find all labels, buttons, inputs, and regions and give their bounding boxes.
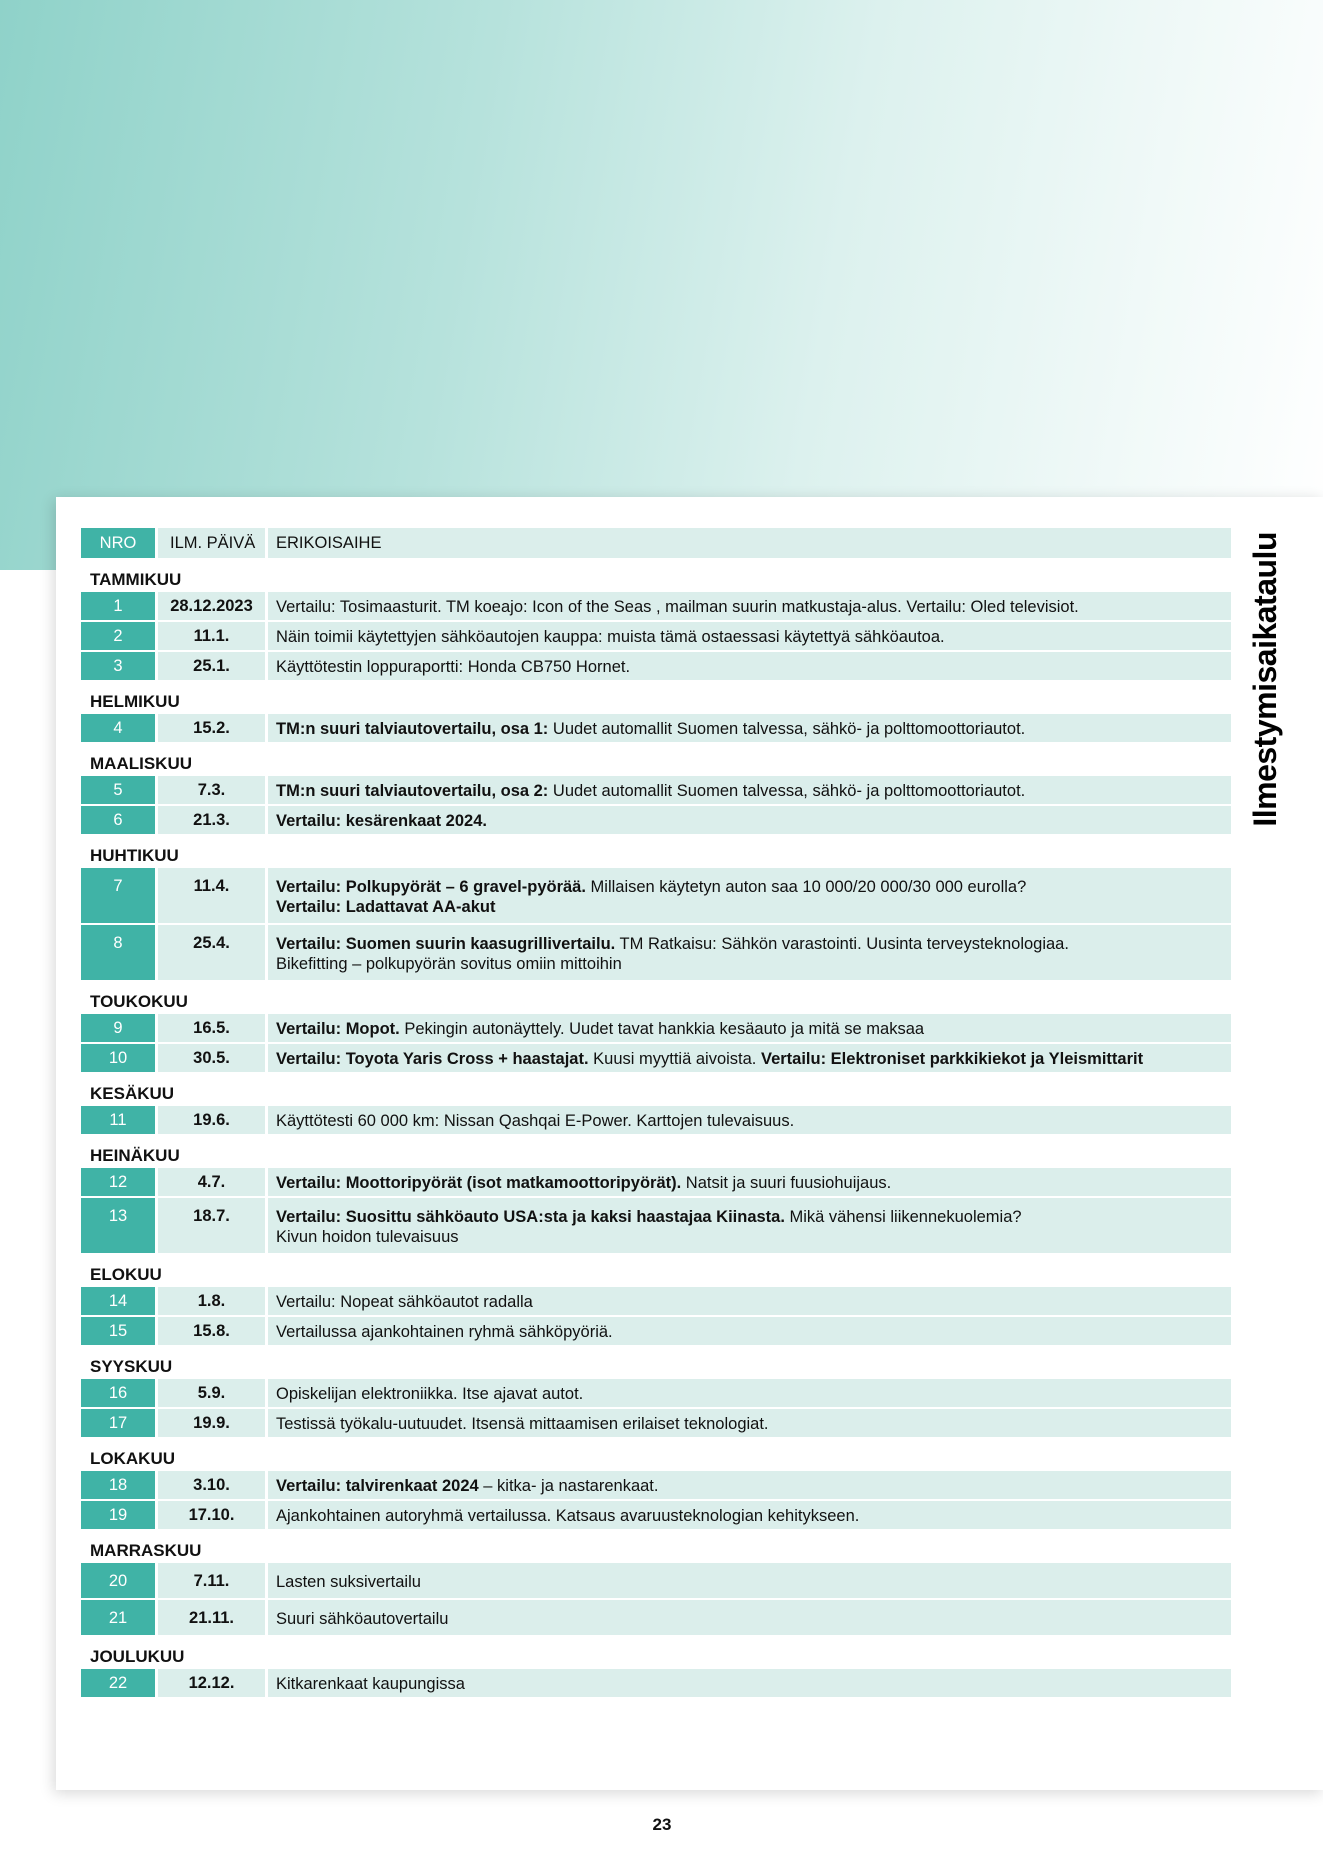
issue-number: 8	[81, 925, 155, 980]
issue-date: 7.11.	[155, 1563, 265, 1598]
table-row	[81, 925, 1231, 980]
topic-bold-segment: Vertailu: Suosittu sähköauto USA:sta ja kaksi haastajaa Kiinasta.	[276, 1208, 785, 1226]
month-row	[81, 1347, 1231, 1377]
issue-topic	[265, 1317, 1231, 1345]
issue-date: 5.9.	[155, 1379, 265, 1407]
topic-line	[276, 1322, 1223, 1342]
issue-topic	[265, 1168, 1231, 1196]
topic-bold-segment: TM:n suuri talviautovertailu, osa 1:	[276, 720, 549, 738]
table-row	[81, 1287, 1231, 1315]
topic-line	[276, 719, 1223, 739]
topic-line	[276, 1609, 1223, 1629]
issue-topic	[265, 1014, 1231, 1042]
topic-line	[276, 1173, 1223, 1193]
table-row	[81, 714, 1231, 742]
topic-line	[276, 657, 1223, 677]
topic-bold-segment: Vertailu: kesärenkaat 2024.	[276, 812, 487, 830]
month-name: MARRASKUU	[90, 1541, 202, 1560]
month-row	[81, 560, 1231, 590]
table-row	[81, 806, 1231, 834]
month-name: SYYSKUU	[90, 1357, 173, 1376]
topic-segment: Kuusi myyttiä aivoista.	[588, 1050, 761, 1068]
issue-date: 18.7.	[155, 1198, 265, 1253]
issue-number: 12	[81, 1168, 155, 1196]
topic-line	[276, 1414, 1223, 1434]
issue-topic	[265, 592, 1231, 620]
issue-number: 17	[81, 1409, 155, 1437]
issue-date: 19.9.	[155, 1409, 265, 1437]
table-row	[81, 1198, 1231, 1253]
schedule-body	[81, 528, 1231, 1697]
topic-segment: Millaisen käytetyn auton saa 10 000/20 000/30 000 eurolla?	[585, 878, 1027, 896]
issue-number: 21	[81, 1600, 155, 1635]
topic-segment: Käyttötesti 60 000 km: Nissan Qashqai E-Power. Karttojen tulevaisuus.	[276, 1112, 795, 1130]
month-row	[81, 1439, 1231, 1469]
topic-line	[276, 1049, 1223, 1069]
topic-segment: Uudet automallit Suomen talvessa, sähkö- ja polttomoottoriautot.	[548, 720, 1026, 738]
issue-date: 15.8.	[155, 1317, 265, 1345]
month-name: HELMIKUU	[90, 692, 180, 711]
month-row	[81, 1136, 1231, 1166]
topic-bold-segment: Vertailu: Elektroniset parkkikiekot ja Yleismittarit	[760, 1050, 1144, 1068]
issue-topic	[265, 776, 1231, 804]
topic-line	[276, 1506, 1223, 1526]
issue-number: 13	[81, 1198, 155, 1253]
topic-segment: Mikä vähensi liikennekuolemia?	[784, 1208, 1022, 1226]
topic-bold-segment: Vertailu: Ladattavat AA-akut	[276, 898, 496, 916]
month-row	[81, 1637, 1231, 1667]
header-date: ILM. PÄIVÄ	[155, 528, 265, 558]
table-row	[81, 1600, 1231, 1635]
month-row	[81, 682, 1231, 712]
header-nro: NRO	[81, 528, 155, 558]
topic-segment: Uudet automallit Suomen talvessa, sähkö- ja polttomoottoriautot.	[548, 782, 1026, 800]
topic-segment: Kitkarenkaat kaupungissa	[276, 1675, 465, 1693]
topic-segment: Bikefitting – polkupyörän sovitus omiin mittoihin	[276, 955, 622, 973]
issue-topic	[265, 1409, 1231, 1437]
issue-date: 28.12.2023	[155, 592, 265, 620]
topic-line	[276, 597, 1223, 617]
issue-number: 10	[81, 1044, 155, 1072]
issue-number: 9	[81, 1014, 155, 1042]
table-row	[81, 1168, 1231, 1196]
issue-date: 25.1.	[155, 652, 265, 680]
issue-topic	[265, 1198, 1231, 1253]
issue-number: 18	[81, 1471, 155, 1499]
month-name: LOKAKUU	[90, 1449, 175, 1468]
table-row	[81, 1106, 1231, 1134]
issue-number: 15	[81, 1317, 155, 1345]
topic-segment: Vertailu: Nopeat sähköautot radalla	[276, 1293, 533, 1311]
month-row	[81, 744, 1231, 774]
issue-date: 30.5.	[155, 1044, 265, 1072]
month-row	[81, 1255, 1231, 1285]
issue-topic	[265, 1471, 1231, 1499]
table-row	[81, 1471, 1231, 1499]
issue-topic	[265, 806, 1231, 834]
issue-date: 21.11.	[155, 1600, 265, 1635]
month-name: HUHTIKUU	[90, 846, 179, 865]
issue-number: 19	[81, 1501, 155, 1529]
issue-date: 15.2.	[155, 714, 265, 742]
issue-date: 19.6.	[155, 1106, 265, 1134]
issue-number: 22	[81, 1669, 155, 1697]
issue-date: 17.10.	[155, 1501, 265, 1529]
issue-topic	[265, 925, 1231, 980]
issue-topic	[265, 1669, 1231, 1697]
header-topic: ERIKOISAIHE	[265, 528, 1231, 558]
table-row	[81, 652, 1231, 680]
issue-date: 4.7.	[155, 1168, 265, 1196]
month-name: JOULUKUU	[90, 1647, 185, 1666]
issue-topic	[265, 1600, 1231, 1635]
topic-segment: Suuri sähköautovertailu	[276, 1610, 449, 1628]
topic-segment: – kitka- ja nastarenkaat.	[478, 1477, 659, 1495]
table-row	[81, 622, 1231, 650]
issue-topic	[265, 1379, 1231, 1407]
issue-number: 11	[81, 1106, 155, 1134]
issue-date: 25.4.	[155, 925, 265, 980]
issue-date: 12.12.	[155, 1669, 265, 1697]
topic-line	[276, 897, 1223, 917]
table-row	[81, 1317, 1231, 1345]
topic-bold-segment: TM:n suuri talviautovertailu, osa 2:	[276, 782, 549, 800]
issue-number: 20	[81, 1563, 155, 1598]
page-number: 23	[652, 1815, 672, 1834]
topic-line	[276, 934, 1223, 954]
table-header-row	[81, 528, 1231, 558]
side-title-text: Ilmestymisaikataulu	[1246, 532, 1283, 827]
month-name: KESÄKUU	[90, 1084, 175, 1103]
issue-number: 2	[81, 622, 155, 650]
table-row	[81, 1563, 1231, 1598]
issue-topic	[265, 1563, 1231, 1598]
topic-line	[276, 1572, 1223, 1592]
month-name: TAMMIKUU	[90, 570, 182, 589]
issue-topic	[265, 714, 1231, 742]
topic-line	[276, 1111, 1223, 1131]
table-row	[81, 1379, 1231, 1407]
issue-topic	[265, 868, 1231, 923]
schedule-table	[81, 526, 1231, 1699]
issue-date: 7.3.	[155, 776, 265, 804]
topic-line	[276, 1292, 1223, 1312]
topic-segment: Näin toimii käytettyjen sähköautojen kauppa: muista tämä ostaessasi käytettyä sähköautoa.	[276, 628, 945, 646]
issue-number: 1	[81, 592, 155, 620]
table-row	[81, 1409, 1231, 1437]
topic-segment: Opiskelijan elektroniikka. Itse ajavat autot.	[276, 1385, 584, 1403]
topic-segment: Vertailussa ajankohtainen ryhmä sähköpyöriä.	[276, 1323, 613, 1341]
month-name: MAALISKUU	[90, 754, 192, 773]
issue-number: 4	[81, 714, 155, 742]
topic-bold-segment: Vertailu: Mopot.	[276, 1020, 400, 1038]
table-row	[81, 868, 1231, 923]
issue-date: 11.4.	[155, 868, 265, 923]
topic-segment: Vertailu: Tosimaasturit. TM koeajo: Icon of the Seas , mailman suurin matkustaja-alus. Vertailu: Oled televisiot.	[276, 598, 1079, 616]
topic-segment: Ajankohtainen autoryhmä vertailussa. Katsaus avaruusteknologian kehitykseen.	[276, 1507, 860, 1525]
topic-line	[276, 811, 1223, 831]
table-row	[81, 1014, 1231, 1042]
issue-number: 7	[81, 868, 155, 923]
month-row	[81, 982, 1231, 1012]
topic-line	[276, 627, 1223, 647]
topic-bold-segment: Vertailu: Polkupyörät – 6 gravel-pyörää.	[276, 878, 586, 896]
month-row	[81, 1074, 1231, 1104]
issue-date: 1.8.	[155, 1287, 265, 1315]
topic-segment: Kivun hoidon tulevaisuus	[276, 1228, 459, 1246]
topic-segment: Pekingin autonäyttely. Uudet tavat hankkia kesäauto ja mitä se maksaa	[399, 1020, 925, 1038]
issue-topic	[265, 622, 1231, 650]
topic-line	[276, 781, 1223, 801]
topic-line	[276, 1019, 1223, 1039]
issue-date: 3.10.	[155, 1471, 265, 1499]
issue-topic	[265, 1106, 1231, 1134]
header-gradient-banner	[0, 0, 1323, 570]
topic-segment: Lasten suksivertailu	[276, 1573, 421, 1591]
topic-bold-segment: Vertailu: Moottoripyörät (isot matkamoottoripyörät).	[276, 1174, 682, 1192]
table-row	[81, 776, 1231, 804]
month-name: HEINÄKUU	[90, 1146, 180, 1165]
issue-topic	[265, 652, 1231, 680]
month-row	[81, 836, 1231, 866]
topic-line	[276, 877, 1223, 897]
issue-topic	[265, 1044, 1231, 1072]
topic-bold-segment: Vertailu: Toyota Yaris Cross + haastajat.	[276, 1050, 589, 1068]
topic-segment: Käyttötestin loppuraportti: Honda CB750 Hornet.	[276, 658, 631, 676]
issue-number: 14	[81, 1287, 155, 1315]
issue-date: 16.5.	[155, 1014, 265, 1042]
issue-number: 3	[81, 652, 155, 680]
topic-line	[276, 1476, 1223, 1496]
topic-bold-segment: Vertailu: talvirenkaat 2024	[276, 1477, 479, 1495]
issue-number: 5	[81, 776, 155, 804]
topic-line	[276, 954, 1223, 974]
topic-line	[276, 1227, 1223, 1247]
issue-date: 11.1.	[155, 622, 265, 650]
topic-line	[276, 1207, 1223, 1227]
issue-date: 21.3.	[155, 806, 265, 834]
side-title	[1246, 527, 1284, 832]
topic-segment: TM Ratkaisu: Sähkön varastointi. Uusinta terveysteknologiaa.	[615, 935, 1069, 953]
table-row	[81, 592, 1231, 620]
issue-number: 16	[81, 1379, 155, 1407]
issue-number: 6	[81, 806, 155, 834]
table-row	[81, 1501, 1231, 1529]
issue-topic	[265, 1287, 1231, 1315]
issue-topic	[265, 1501, 1231, 1529]
table-row	[81, 1044, 1231, 1072]
table-row	[81, 1669, 1231, 1697]
topic-segment: Testissä työkalu-uutuudet. Itsensä mittaamisen erilaiset teknologiat.	[276, 1415, 769, 1433]
topic-line	[276, 1384, 1223, 1404]
topic-bold-segment: Vertailu: Suomen suurin kaasugrillivertailu.	[276, 935, 616, 953]
month-name: TOUKOKUU	[90, 992, 188, 1011]
month-name: ELOKUU	[90, 1265, 162, 1284]
month-row	[81, 1531, 1231, 1561]
topic-segment: Natsit ja suuri fuusiohuijaus.	[681, 1174, 892, 1192]
topic-line	[276, 1674, 1223, 1694]
